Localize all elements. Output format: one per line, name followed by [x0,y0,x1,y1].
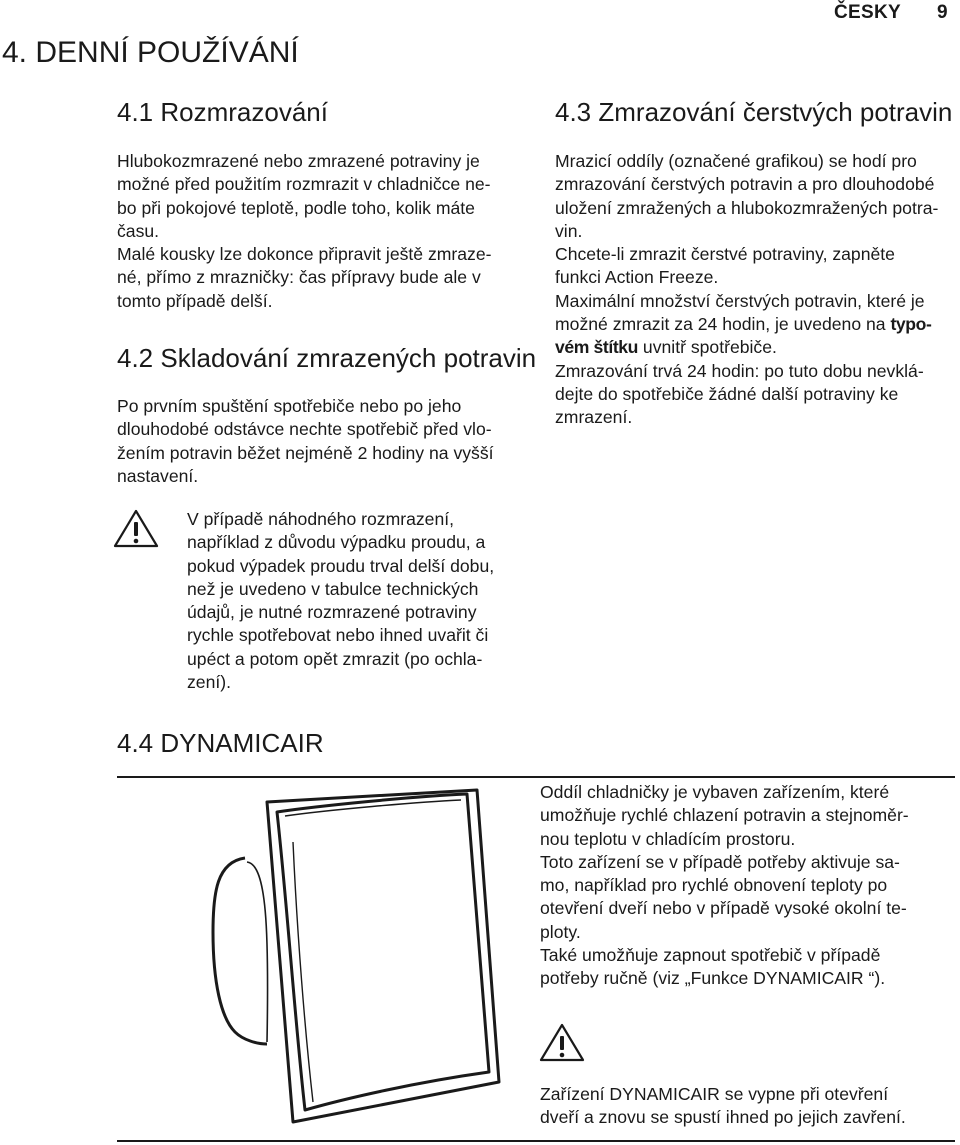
text-line: uložení zmražených a hlubokozmražených potra- [555,197,939,218]
text-line: nou teplotu v chladícím prostoru. [540,828,796,849]
warning-triangle-icon [113,508,159,548]
text-line: Také umožňuje zapnout spotřebič v případě [540,945,881,966]
section-4-2-warning-text [187,508,517,694]
section-4-4-warning-text [540,1083,955,1130]
text-line: umožňuje rychlé chlazení potravin a stejnoměr- [540,805,909,826]
text-line: dveří a znovu se spustí ihned po jejich zavření. [540,1107,906,1128]
section-4-4-text [540,781,955,991]
text-line: žením potravin běžet nejméně 2 hodiny na vyšší [117,442,494,463]
section-4-1-text [117,150,517,313]
text-line [555,336,955,359]
text-line: pokud výpadek proudu trval delší dobu, [187,555,495,576]
text-line: dejte do spotřebiče žádné další potraviny ke [555,383,899,404]
text-line: dlouhodobé odstávce nechte spotřebič před vlo- [117,419,492,440]
text-line: Malé kousky lze dokonce připravit ještě zmraze- [117,244,492,265]
page-number: 9 [937,2,948,23]
section-4-1-heading: 4.1 Rozmrazování [117,97,328,127]
section-4-3-text [555,150,955,430]
text-line: Oddíl chladničky je vybaven zařízením, které [540,782,890,802]
text-line: Po prvním spuštění spotřebiče nebo po jeho [117,396,462,416]
text-line: upéct a potom opět zmrazit (po ochla- [187,648,483,669]
text-line: Zmrazování trvá 24 hodin: po tuto dobu nevklá- [555,360,924,381]
bottom-divider [117,1140,955,1142]
text-line: možné před použitím rozmrazit v chladničce ne- [117,174,491,195]
text-line: V případě náhodného rozmrazení, [187,509,455,529]
section-4-4-heading: 4.4 DYNAMICAIR [117,728,324,758]
text-line: Hlubokozmrazené nebo zmrazené potraviny je [117,151,480,171]
text-line: mo, například pro rychlé obnovení teploty po [540,875,888,896]
text-line: nastavení. [117,465,199,486]
text-span: možné zmrazit za 24 hodin, je uvedeno na [555,314,891,335]
text-line: zmrazení. [555,407,633,428]
rating-plate-reference: typo- [890,314,932,335]
text-line: údajů, je nutné rozmrazené potraviny [187,602,477,623]
text-line: vin. [555,220,583,241]
text-line: zení). [187,672,232,693]
text-line: tomto případě delší. [117,290,273,311]
text-line: bo při pokojové teplotě, podle toho, kolik máte [117,197,475,218]
text-line: potřeby ručně (viz „Funkce DYNAMICAIR “). [540,968,886,989]
section-4-3-heading: 4.3 Zmrazování čerstvých potravin [555,97,953,127]
section-4-2-text [117,395,517,488]
text-line: Chcete-li zmrazit čerstvé potraviny, zapněte [555,244,895,265]
language-label: ČESKY [834,2,901,23]
top-divider [117,776,955,778]
text-line: funkci Action Freeze. [555,267,719,288]
section-4-2-heading: 4.2 Skladování zmrazených potravin [117,343,537,373]
text-line: než je uvedeno v tabulce technických [187,578,479,599]
text-line: otevření dveří nebo v případě vysoké okolní te- [540,898,907,919]
text-line: času. [117,220,160,241]
text-span: uvnitř spotřebiče. [638,337,777,358]
text-line: zmrazování čerstvých potravin a pro dlouhodobé [555,174,935,195]
text-line: Zařízení DYNAMICAIR se vypne při otevření [540,1084,889,1104]
warning-triangle-icon [539,1022,585,1062]
rating-plate-reference: vém štítku [555,337,639,358]
chapter-title: 4. DENNÍ POUŽÍVÁNÍ [2,36,299,69]
text-line: například z důvodu výpadku proudu, a [187,532,486,553]
text-line: Maximální množství čerstvých potravin, které je [555,290,925,311]
text-line: Mrazicí oddíly (označené grafikou) se hodí pro [555,151,917,171]
text-line: rychle spotřebovat nebo ihned uvařit či [187,625,489,646]
text-line: né, přímo z mrazničky: čas přípravy bude ale v [117,267,481,288]
text-line: Toto zařízení se v případě potřeby aktivuje sa- [540,851,900,872]
text-line: ploty. [540,921,581,942]
text-line [555,313,955,336]
dynamicair-device-illustration [117,782,517,1137]
